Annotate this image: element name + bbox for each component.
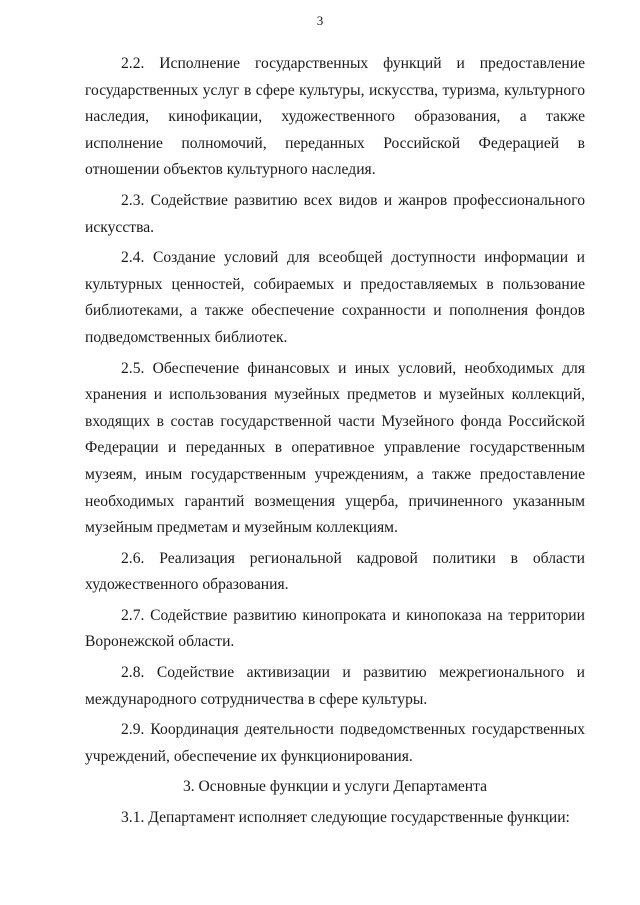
paragraph-3-1: 3.1. Департамент исполняет следующие государственные функции: [121, 809, 570, 827]
paragraph-2-5: 2.5. Обеспечение финансовых и иных условий, необходимых для хранения и использования музейных предметов и музейных коллекций, входящих в состав государственной части Музейного фонда Российской Федерации и переданных в оперативное управление государственным музеям, иным государственным учреждениям, а также предоставление необходимых гарантий возмещения ущерба, причиненного указанным музейным предметам и музейным коллекциям. [85, 359, 585, 537]
paragraph-2-7: 2.7. Содействие развитию кинопроката и кинопоказа на территории Воронежской области. [85, 606, 585, 651]
paragraph-2-6: 2.6. Реализация региональной кадровой политики в области художественного образования. [85, 549, 585, 594]
paragraph-2-9: 2.9. Координация деятельности подведомственных государственных учреждений, обеспечение их функционирования. [85, 721, 585, 765]
document-body [85, 51, 585, 832]
paragraph-2-3: 2.3. Содействие развитию всех видов и жанров профессионального искусства. [85, 191, 585, 236]
page-number: 3 [316, 13, 324, 28]
section-heading: 3. Основные функции и услуги Департамента [182, 778, 488, 796]
paragraph-2-8: 2.8. Содействие активизации и развитию межрегионального и международного сотрудничества в сфере культуры. [85, 664, 585, 708]
paragraph-2-2: 2.2. Исполнение государственных функций и предоставление государственных услуг в сфере культуры, искусства, туризма, культурного наследия, кинофикации, художественного образования, а также исполнение полномочий, переданных Российской Федерацией в отношении объектов культурного наследия. [85, 55, 585, 179]
paragraph-2-4: 2.4. Создание условий для всеобщей доступности информации и культурных ценностей, собираемых и предоставляемых в пользование библиотеками, а также обеспечение сохранности и пополнения фондов подведомственных библиотек. [85, 249, 585, 346]
